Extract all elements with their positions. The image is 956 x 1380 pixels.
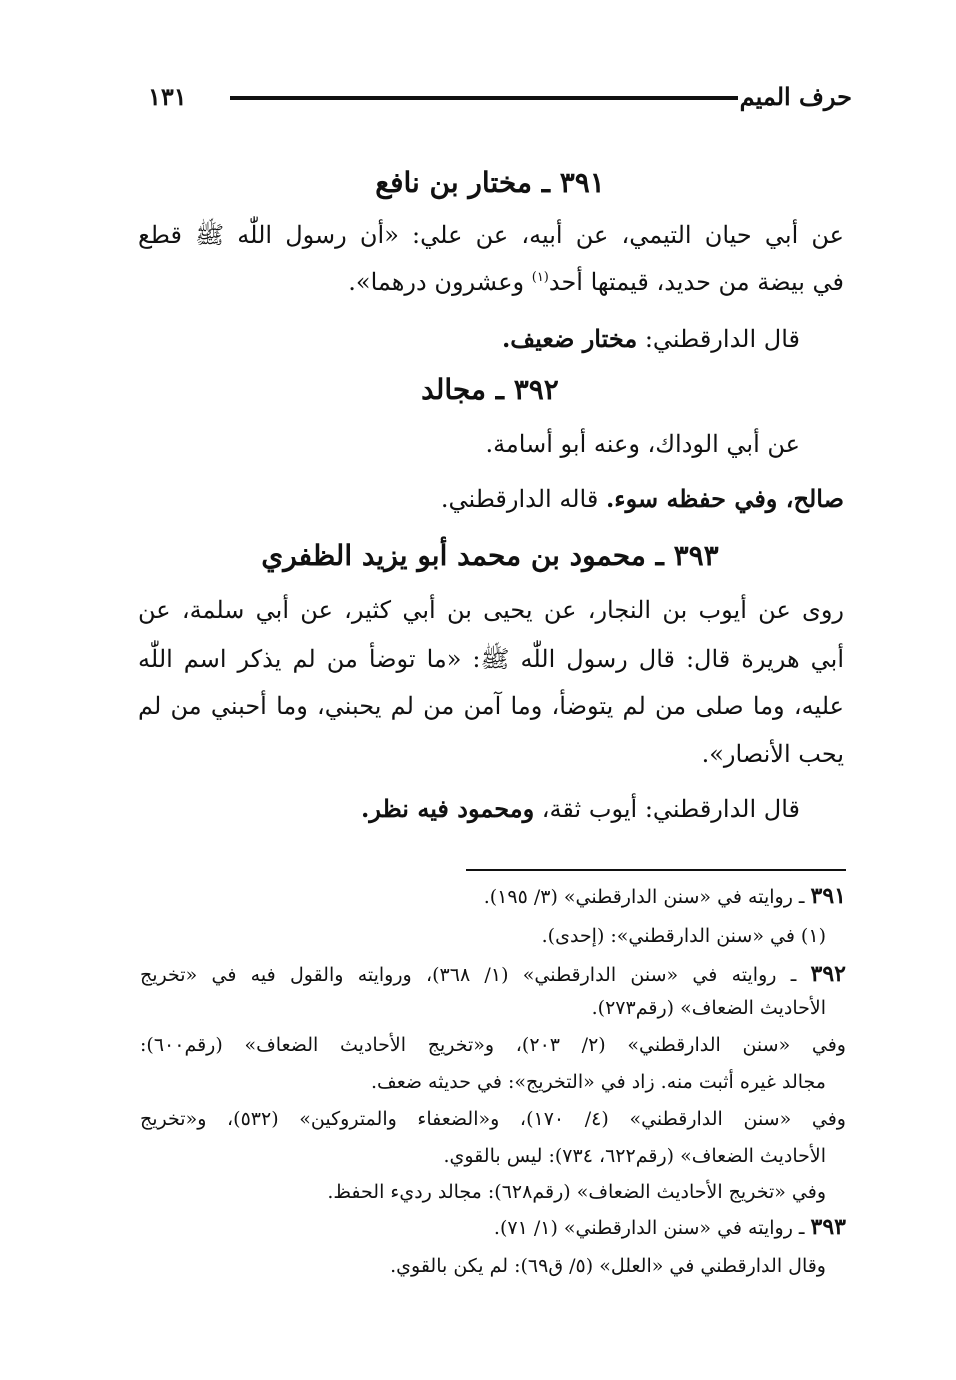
- footnote-393-line-1: ٣٩٣ ـ روايته في «سنن الدارقطني» (١/ ٧١).: [493, 1214, 846, 1240]
- entry-393-line-4: يحب الأنصار».: [701, 740, 844, 768]
- entry-391-line-2: في بيضة من حديد، قيمتها أحد$^{(١)}$ وعشرون درهما».: [348, 268, 844, 296]
- footnote-391: ٣٩١ ـ روايته في «سنن الدارقطني» (٣/ ١٩٥).: [483, 883, 846, 909]
- footnote-392-line-3: وفي «سنن الدارقطني» (٢/ ٢٠٣)، و«تخريج الأحاديث الضعاف» (رقم٦٠٠):: [140, 1034, 846, 1056]
- footnote-separator: [466, 869, 846, 871]
- entry-391-line-1: عن أبي حيان التيمي، عن أبيه، عن علي: «أن رسول اللّٰه ﷺ قطع: [138, 221, 844, 249]
- footnote-392-line-7: وفي «تخريج الأحاديث الضعاف» (رقم٦٢٨): مجالد رديء الحفظ.: [327, 1181, 826, 1203]
- footnote-392-line-6: الأحاديث الضعاف» (رقم٦٢٢، ٧٣٤): ليس بالقوي.: [443, 1145, 826, 1167]
- entry-393-line-2: أبي هريرة قال: قال رسول اللّٰه ﷺ: «ما توضأ من لم يذكر اسم اللّٰه: [138, 645, 844, 673]
- running-header-title: حرف الميم: [739, 82, 852, 111]
- footnote-393-line-2: وقال الدارقطني في «العلل» (٥/ ق٦٩): لم يكن بالقوي.: [390, 1255, 826, 1277]
- entry-393-verdict: قال الدارقطني: أيوب ثقة، ومحمود فيه نظر.: [361, 794, 800, 823]
- entry-title-393: ٣٩٣ ـ محمود بن محمد أبو يزيد الظفري: [261, 539, 719, 572]
- entry-title-392: ٣٩٢ ـ مجالد: [421, 373, 559, 406]
- header-rule: [230, 96, 738, 100]
- entry-392-line-1: عن أبي الوداك، وعنه أبو أسامة.: [485, 430, 800, 458]
- footnote-392-line-4: مجالد غيره أثبت منه. زاد في «التخريج»: في حديثه ضعف.: [371, 1071, 826, 1093]
- footnote-392-line-5: وفي «سنن الدارقطني» (٤/ ١٧٠)، و«الضعفاء والمتروكين» (٥٣٢)، و«تخريج: [140, 1108, 846, 1130]
- page-number: ١٣١: [148, 82, 187, 111]
- footnote-392-line-1: ٣٩٢ ـ روايته في «سنن الدارقطني» (١/ ٣٦٨)، وروايته والقول فيه في «تخريج: [140, 961, 846, 987]
- entry-title-391: ٣٩١ ـ مختار بن نافع: [375, 166, 605, 199]
- entry-393-line-3: عليه، وما صلى من لم يتوضأ، وما آمن من لم يحبني، وما أحبني من لم: [138, 692, 844, 720]
- footnote-1: (١) في «سنن الدارقطني»: (إحدى).: [541, 925, 826, 947]
- entry-391-verdict: قال الدارقطني: مختار ضعيف.: [501, 324, 800, 353]
- footnote-392-line-2: الأحاديث الضعاف» (رقم٢٧٣).: [591, 997, 826, 1019]
- entry-392-verdict: صالح، وفي حفظه سوء. قاله الدارقطني.: [440, 484, 844, 513]
- entry-393-line-1: روى عن أيوب بن النجار، عن يحيى بن أبي كثير، عن أبي سلمة، عن: [138, 596, 844, 624]
- footnote-marker: (١): [531, 270, 549, 285]
